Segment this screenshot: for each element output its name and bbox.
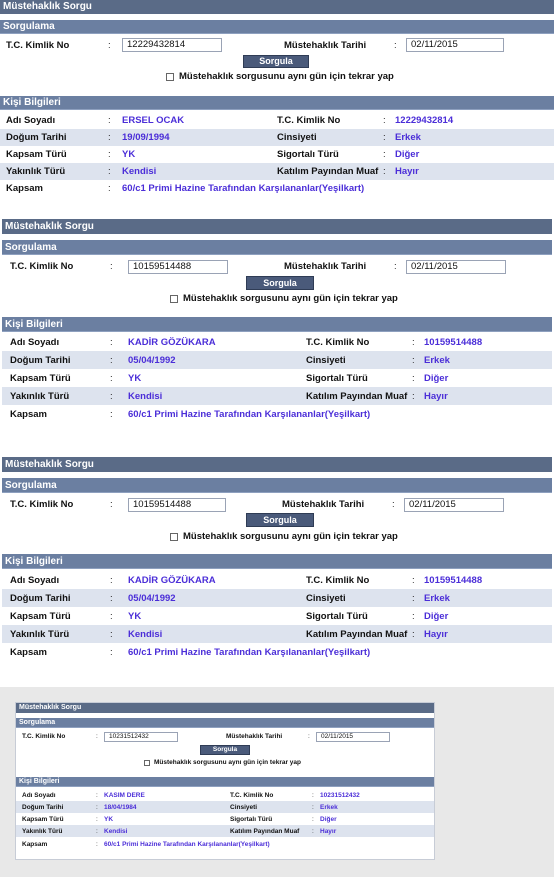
insured-type-value: Diğer — [424, 372, 449, 384]
name-label: Adı Soyadı — [22, 791, 56, 799]
name-label: Adı Soyadı — [6, 115, 56, 126]
birthdate-value: 05/04/1992 — [128, 592, 176, 604]
scope-value: 60/c1 Primi Hazine Tarafından Karşılananlar(Yeşilkart) — [128, 408, 371, 420]
date-label: Müstehaklık Tarihi — [284, 261, 367, 272]
coverage-type-value: YK — [122, 149, 136, 160]
name-value: KADİR GÖZÜKARA — [128, 574, 216, 586]
birthdate-value: 18/04/1984 — [104, 803, 137, 811]
repeat-checkbox[interactable] — [144, 760, 150, 766]
scope-label: Kapsam — [22, 840, 48, 848]
info-row: Yakınlık Türü : Kendisi Katılım Payından Muaf : Hayır — [2, 625, 552, 643]
info-row: Kapsam Türü : YK Sigortalı Türü : Diğer — [0, 146, 554, 163]
birthdate-value: 05/04/1992 — [128, 354, 176, 366]
insured-type-label: Sigortalı Türü — [306, 610, 368, 622]
info-row: Kapsam Türü : YK Sigortalı Türü : Diğer — [2, 369, 552, 387]
tc-input[interactable]: 12229432814 — [122, 38, 222, 52]
name-value: KASIM DERE — [104, 791, 145, 799]
info-row: Kapsam : 60/c1 Primi Hazine Tarafından Karşılananlar(Yeşilkart) — [16, 837, 434, 851]
tc-label: T.C. Kimlik No — [10, 261, 74, 272]
info-row: Yakınlık Türü : Kendisi Katılım Payından Muaf : Hayır — [16, 825, 434, 837]
person-section-header: Kişi Bilgileri — [2, 317, 552, 332]
tc-input[interactable]: 10159514488 — [128, 498, 226, 512]
tc-info-label: T.C. Kimlik No — [277, 115, 341, 126]
name-label: Adı Soyadı — [10, 574, 60, 586]
scope-label: Kapsam — [10, 408, 47, 420]
insured-type-label: Sigortalı Türü — [277, 149, 339, 160]
relation-label: Yakınlık Türü — [10, 628, 70, 640]
relation-value: Kendisi — [128, 390, 163, 402]
relation-label: Yakınlık Türü — [10, 390, 70, 402]
copay-exempt-value: Hayır — [424, 628, 448, 640]
repeat-checkbox-label: Müstehaklık sorgusunu aynı gün için tekrar yap — [183, 531, 398, 542]
name-label: Adı Soyadı — [10, 336, 60, 348]
relation-label: Yakınlık Türü — [6, 166, 66, 177]
info-row: Adı Soyadı : KADİR GÖZÜKARA T.C. Kimlik No : 10159514488 — [2, 333, 552, 351]
coverage-type-value: YK — [128, 372, 142, 384]
info-row: Adı Soyadı : KADİR GÖZÜKARA T.C. Kimlik No : 10159514488 — [2, 571, 552, 589]
info-row: Kapsam Türü : YK Sigortalı Türü : Diğer — [16, 813, 434, 825]
date-input[interactable]: 02/11/2015 — [406, 38, 504, 52]
info-row: Kapsam : 60/c1 Primi Hazine Tarafından Karşılananlar(Yeşilkart) — [2, 405, 552, 423]
info-row: Yakınlık Türü : Kendisi Katılım Payından Muaf : Hayır — [2, 387, 552, 405]
coverage-type-label: Kapsam Türü — [10, 610, 71, 622]
eligibility-query-panel-4: Müstehaklık Sorgu Sorgulama T.C. Kimlik No : 10231512432 Müstehaklık Tarihi : 02/11/2015 Sorgula Müstehaklık sorgusunu aynı gün için tekrar yap Kişi Bilgileri Adı Soyadı : KASIM DERE T.C. Kimlik No : 10231512432 Doğum Tarihi : 18/04/1984 Cinsiyeti : Erkek Kapsam Türü : YK Sigortalı Türü : Diğer Yakınlık Türü : Kendisi Katılım Payından Muaf : Hayır Kapsam : 60/c1 Primi Hazine Tarafından Karşılananlar(Yeşilkart) — [15, 702, 435, 860]
panel-title: Müstehaklık Sorgu — [2, 219, 552, 234]
info-row: Kapsam : 60/c1 Primi Hazine Tarafından Karşılananlar(Yeşilkart) — [2, 643, 552, 661]
scope-label: Kapsam — [6, 183, 43, 194]
info-row: Yakınlık Türü : Kendisi Katılım Payından Muaf : Hayır — [0, 163, 554, 180]
copay-exempt-label: Katılım Payından Muaf — [306, 390, 408, 402]
relation-label: Yakınlık Türü — [22, 827, 63, 835]
insured-type-value: Diğer — [424, 610, 449, 622]
copay-exempt-value: Hayır — [395, 166, 419, 177]
date-label: Müstehaklık Tarihi — [284, 39, 367, 51]
date-label: Müstehaklık Tarihi — [226, 733, 283, 740]
scope-label: Kapsam — [10, 646, 47, 658]
date-label: Müstehaklık Tarihi — [282, 499, 365, 510]
coverage-type-label: Kapsam Türü — [22, 815, 64, 823]
birthdate-label: Doğum Tarihi — [10, 592, 71, 604]
copay-exempt-value: Hayır — [320, 827, 337, 835]
tc-info-value: 10159514488 — [424, 336, 483, 348]
tc-info-value: 10231512432 — [320, 791, 360, 799]
date-input[interactable]: 02/11/2015 — [406, 260, 506, 274]
birthdate-value: 19/09/1994 — [122, 132, 170, 143]
relation-value: Kendisi — [128, 628, 163, 640]
person-section-header: Kişi Bilgileri — [0, 96, 554, 110]
gender-value: Erkek — [424, 592, 450, 604]
copay-exempt-label: Katılım Payından Muaf — [306, 628, 408, 640]
eligibility-query-panel-2: Müstehaklık Sorgu Sorgulama T.C. Kimlik No : 10159514488 Müstehaklık Tarihi : 02/11/2015 Sorgula Müstehaklık sorgusunu aynı gün için tekrar yap Kişi Bilgileri Adı Soyadı : KADİR GÖZÜKARA T.C. Kimlik No : 10159514488 Doğum Tarihi : 05/04/1992 Cinsiyeti : Erkek Kapsam Türü : YK Sigortalı Türü : Diğer Yakınlık Türü : Kendisi Katılım Payından Muaf : Hayır Kapsam : 60/c1 Primi Hazine Tarafından Karşılananlar(Yeşilkart) — [2, 219, 552, 425]
tc-info-label: T.C. Kimlik No — [306, 336, 370, 348]
copay-exempt-value: Hayır — [424, 390, 448, 402]
colon: : — [108, 39, 111, 51]
tc-info-label: T.C. Kimlik No — [230, 791, 274, 799]
coverage-type-value: YK — [128, 610, 142, 622]
scope-value: 60/c1 Primi Hazine Tarafından Karşılananlar(Yeşilkart) — [128, 646, 371, 658]
scope-value: 60/c1 Primi Hazine Tarafından Karşılananlar(Yeşilkart) — [122, 183, 365, 194]
info-row: Doğum Tarihi : 19/09/1994 Cinsiyeti : Erkek — [0, 129, 554, 146]
info-row: Adı Soyadı : ERSEL OCAK T.C. Kimlik No : 12229432814 — [0, 112, 554, 129]
relation-value: Kendisi — [122, 166, 157, 177]
copay-exempt-label: Katılım Payından Muaf — [230, 827, 300, 835]
gender-label: Cinsiyeti — [277, 132, 317, 143]
repeat-checkbox[interactable] — [166, 73, 174, 81]
name-value: ERSEL OCAK — [122, 115, 185, 126]
tc-label: T.C. Kimlik No — [10, 499, 74, 510]
info-row: Adı Soyadı : KASIM DERE T.C. Kimlik No : 10231512432 — [16, 789, 434, 801]
date-input[interactable]: 02/11/2015 — [316, 732, 390, 742]
repeat-checkbox-label: Müstehaklık sorgusunu aynı gün için tekrar yap — [179, 71, 394, 82]
name-value: KADİR GÖZÜKARA — [128, 336, 216, 348]
coverage-type-label: Kapsam Türü — [10, 372, 71, 384]
repeat-checkbox-label: Müstehaklık sorgusunu aynı gün için tekrar yap — [183, 293, 398, 304]
info-row: Kapsam : 60/c1 Primi Hazine Tarafından Karşılananlar(Yeşilkart) — [0, 180, 554, 197]
relation-value: Kendisi — [104, 827, 128, 835]
info-row: Doğum Tarihi : 05/04/1992 Cinsiyeti : Erkek — [2, 351, 552, 369]
repeat-checkbox[interactable] — [170, 533, 178, 541]
tc-input[interactable]: 10159514488 — [128, 260, 228, 274]
birthdate-label: Doğum Tarihi — [10, 354, 71, 366]
gender-label: Cinsiyeti — [306, 354, 346, 366]
tc-input[interactable]: 10231512432 — [104, 732, 178, 742]
query-button[interactable]: Sorgula — [243, 55, 309, 68]
query-section-header: Sorgulama — [0, 20, 554, 34]
query-section-header: Sorgulama — [2, 478, 552, 493]
tc-label: T.C. Kimlik No — [22, 733, 66, 740]
birthdate-label: Doğum Tarihi — [22, 803, 64, 811]
panel-title: Müstehaklık Sorgu — [0, 0, 554, 14]
eligibility-query-panel-1 — [0, 0, 554, 204]
repeat-checkbox-label: Müstehaklık sorgusunu aynı gün için tekrar yap — [154, 759, 302, 766]
repeat-checkbox[interactable] — [170, 295, 178, 303]
insured-type-value: Diğer — [395, 149, 420, 160]
person-section-header: Kişi Bilgileri — [2, 554, 552, 569]
panel-title: Müstehaklık Sorgu — [16, 703, 434, 713]
tc-info-value: 10159514488 — [424, 574, 483, 586]
tc-label: T.C. Kimlik No — [6, 39, 70, 51]
insured-type-value: Diğer — [320, 815, 337, 823]
coverage-type-value: YK — [104, 815, 114, 823]
birthdate-label: Doğum Tarihi — [6, 132, 67, 143]
gender-value: Erkek — [395, 132, 421, 143]
query-button[interactable]: Sorgula — [200, 745, 250, 755]
gender-label: Cinsiyeti — [306, 592, 346, 604]
panel-title: Müstehaklık Sorgu — [2, 457, 552, 472]
query-button[interactable]: Sorgula — [246, 513, 314, 527]
gender-value: Erkek — [320, 803, 338, 811]
colon: : — [394, 39, 397, 51]
insured-type-label: Sigortalı Türü — [306, 372, 368, 384]
scope-value: 60/c1 Primi Hazine Tarafından Karşılananlar(Yeşilkart) — [104, 840, 270, 848]
date-input[interactable]: 02/11/2015 — [404, 498, 504, 512]
coverage-type-label: Kapsam Türü — [6, 149, 67, 160]
info-row: Doğum Tarihi : 05/04/1992 Cinsiyeti : Erkek — [2, 589, 552, 607]
tc-info-label: T.C. Kimlik No — [306, 574, 370, 586]
gender-value: Erkek — [424, 354, 450, 366]
eligibility-query-panel-3: Müstehaklık Sorgu Sorgulama T.C. Kimlik No : 10159514488 Müstehaklık Tarihi : 02/11/2015 Sorgula Müstehaklık sorgusunu aynı gün için tekrar yap Kişi Bilgileri Adı Soyadı : KADİR GÖZÜKARA T.C. Kimlik No : 10159514488 Doğum Tarihi : 05/04/1992 Cinsiyeti : Erkek Kapsam Türü : YK Sigortalı Türü : Diğer Yakınlık Türü : Kendisi Katılım Payından Muaf : Hayır Kapsam : 60/c1 Primi Hazine Tarafından Karşılananlar(Yeşilkart) — [2, 457, 552, 663]
insured-type-label: Sigortalı Türü — [230, 815, 273, 823]
info-row: Doğum Tarihi : 18/04/1984 Cinsiyeti : Erkek — [16, 801, 434, 813]
query-section-header: Sorgulama — [2, 240, 552, 255]
person-section-header: Kişi Bilgileri — [16, 777, 434, 787]
query-button[interactable]: Sorgula — [246, 276, 314, 290]
tc-info-value: 12229432814 — [395, 115, 454, 126]
copay-exempt-label: Katılım Payından Muaf — [277, 166, 379, 177]
gender-label: Cinsiyeti — [230, 803, 258, 811]
info-row: Kapsam Türü : YK Sigortalı Türü : Diğer — [2, 607, 552, 625]
query-section-header: Sorgulama — [16, 718, 434, 728]
